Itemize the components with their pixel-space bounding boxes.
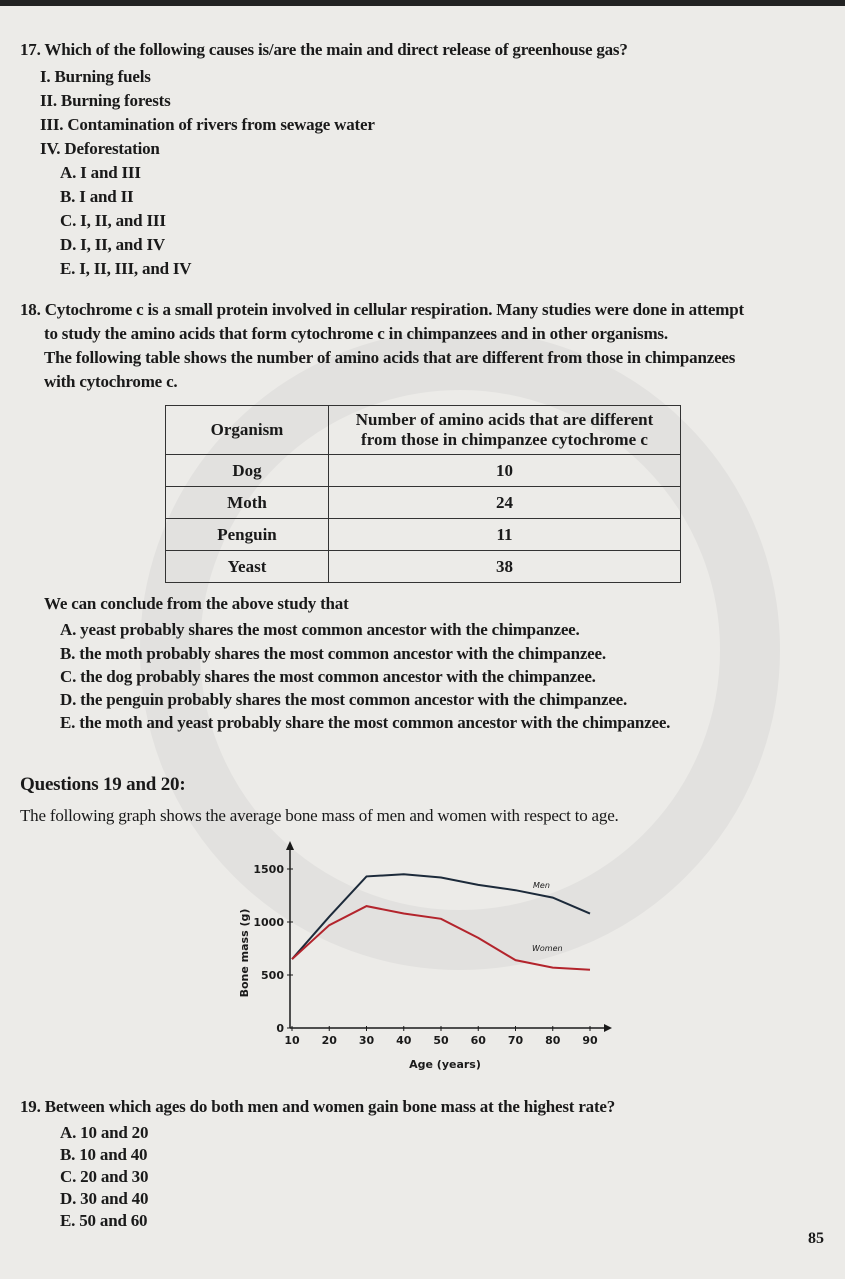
q17-item: II. Burning forests (40, 91, 171, 110)
q17-option-a[interactable]: A. I and III (60, 163, 141, 182)
x-tick-label: 70 (507, 1034, 524, 1047)
x-tick-label: 80 (545, 1034, 561, 1047)
table-header-row (166, 406, 681, 455)
y-axis-label: Bone mass (g) (238, 908, 251, 998)
q18-stem-line: to study the amino acids that form cytochrome c in chimpanzees and in other organisms. (44, 324, 668, 343)
q19-option-b[interactable]: B. 10 and 40 (60, 1145, 148, 1164)
q19-stem: 19. Between which ages do both men and women gain bone mass at the highest rate? (20, 1097, 616, 1116)
q18-option-b[interactable]: B. the moth probably shares the most common ancestor with the chimpanzee. (60, 644, 606, 663)
x-axis-label: Age (years) (409, 1058, 481, 1071)
x-axis-arrow (604, 1024, 612, 1032)
x-tick-label: 40 (396, 1034, 412, 1047)
y-axis-arrow (286, 841, 294, 850)
section-heading: Questions 19 and 20: (20, 774, 186, 795)
y-tick-label: 500 (261, 969, 284, 982)
q17-option-b[interactable]: B. I and II (60, 187, 134, 206)
x-tick-label: 10 (284, 1034, 300, 1047)
table-row (166, 487, 681, 519)
x-tick-label: 60 (470, 1034, 486, 1047)
graph-intro: The following graph shows the average bone mass of men and women with respect to age. (20, 806, 619, 825)
organism-cell: Yeast (166, 551, 329, 583)
q17-option-e[interactable]: E. I, II, III, and IV (60, 259, 192, 278)
q17-option-d[interactable]: D. I, II, and IV (60, 235, 165, 254)
q18-option-c[interactable]: C. the dog probably shares the most common ancestor with the chimpanzee. (60, 667, 596, 686)
q18-option-a[interactable]: A. yeast probably shares the most common ancestor with the chimpanzee. (60, 620, 580, 639)
q18-stem-line: with cytochrome c. (44, 372, 178, 391)
q17-item: III. Contamination of rivers from sewage water (40, 115, 375, 134)
q18-option-e[interactable]: E. the moth and yeast probably share the most common ancestor with the chimpanzee. (60, 713, 671, 732)
y-tick-label: 1000 (253, 916, 284, 929)
y-tick-label: 1500 (253, 863, 284, 876)
table-row (166, 455, 681, 487)
count-cell: 24 (329, 487, 681, 519)
amino-acid-table (165, 405, 681, 583)
organism-cell: Dog (166, 455, 329, 487)
bone-mass-chart (230, 838, 630, 1083)
q19-option-d[interactable]: D. 30 and 40 (60, 1189, 149, 1208)
header-count-line: Number of amino acids that are different (355, 410, 654, 429)
q19-option-e[interactable]: E. 50 and 60 (60, 1211, 148, 1230)
x-tick-label: 90 (582, 1034, 598, 1047)
header-count-line: from those in chimpanzee cytochrome c (361, 430, 648, 449)
legend-women-label: Women (532, 944, 563, 953)
header-count (329, 406, 681, 455)
x-tick-label: 30 (358, 1034, 375, 1047)
count-cell: 10 (329, 455, 681, 487)
page-number: 85 (808, 1230, 824, 1247)
organism-cell: Penguin (166, 519, 329, 551)
x-tick-label: 20 (321, 1034, 337, 1047)
series-women-line (292, 906, 590, 970)
organism-cell: Moth (166, 487, 329, 519)
top-edge (0, 0, 845, 6)
legend-men-label: Men (533, 881, 550, 890)
y-tick-label: 0 (276, 1022, 284, 1035)
count-cell: 11 (329, 519, 681, 551)
q17-option-c[interactable]: C. I, II, and III (60, 211, 166, 230)
q18-option-d[interactable]: D. the penguin probably shares the most common ancestor with the chimpanzee. (60, 690, 628, 709)
header-organism: Organism (166, 406, 329, 455)
q19-option-c[interactable]: C. 20 and 30 (60, 1167, 149, 1186)
table-row (166, 519, 681, 551)
q17-item: I. Burning fuels (40, 67, 151, 86)
x-tick-label: 50 (433, 1034, 449, 1047)
table-row (166, 551, 681, 583)
q17-item: IV. Deforestation (40, 139, 160, 158)
q18-stem-line: 18. Cytochrome c is a small protein involved in cellular respiration. Many studies were done in attempt (20, 300, 744, 319)
q18-conclusion: We can conclude from the above study that (44, 594, 349, 613)
q19-option-a[interactable]: A. 10 and 20 (60, 1123, 149, 1142)
q17-stem: 17. Which of the following causes is/are the main and direct release of greenhouse gas? (20, 40, 628, 59)
count-cell: 38 (329, 551, 681, 583)
q18-stem-line: The following table shows the number of amino acids that are different from those in chimpanzees (44, 348, 736, 367)
